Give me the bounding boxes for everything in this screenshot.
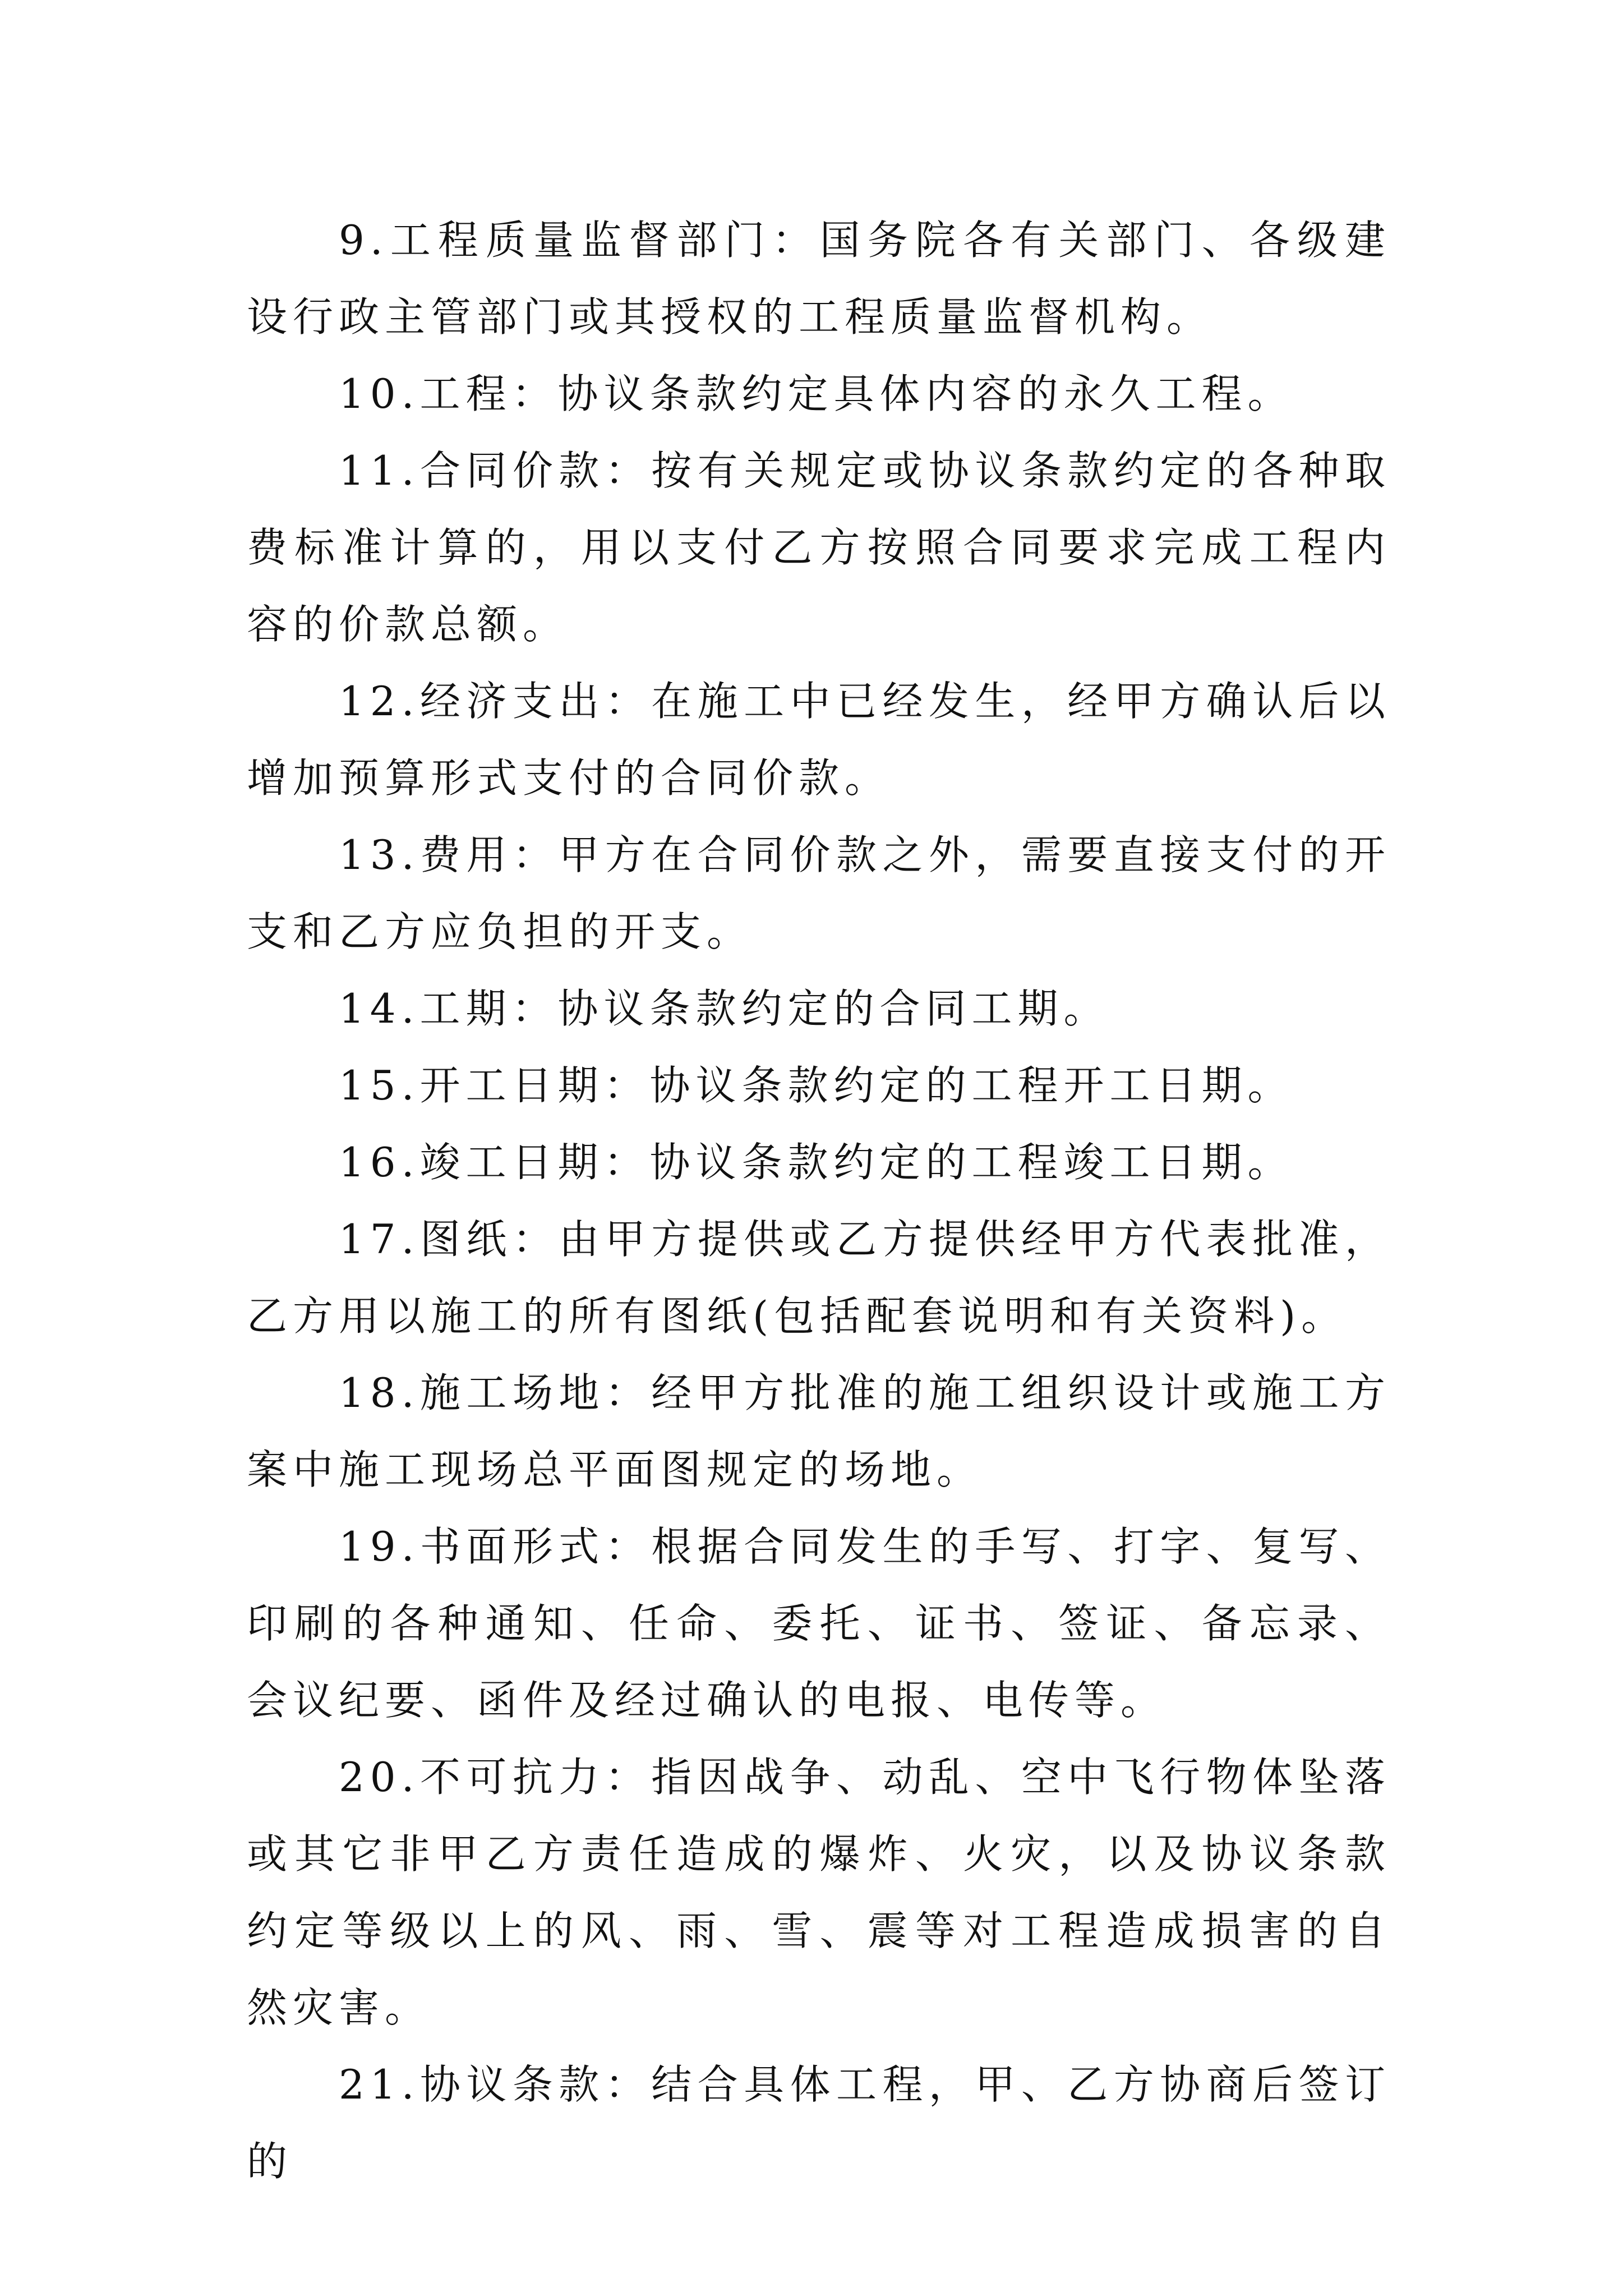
paragraph-12: 12.经济支出：在施工中已经发生，经甲方确认后以增加预算形式支付的合同价款。 [247,678,1391,802]
paragraph-15: 15.开工日期：协议条款约定的工程开工日期。 [339,1062,1294,1109]
paragraph-11: 11.合同价款：按有关规定或协议条款约定的各种取费标准计算的，用以支付乙方按照合同要求完成工程内容的价款总额。 [247,447,1391,648]
paragraph-17: 17.图纸：由甲方提供或乙方提供经甲方代表批准，乙方用以施工的所有图纸(包括配套说明和有关资料)。 [247,1216,1391,1340]
paragraph-14: 14.工期：协议条款约定的合同工期。 [339,985,1110,1032]
paragraph-9: 9.工程质量监督部门：国务院各有关部门、各级建设行政主管部门或其授权的工程质量监督机构。 [247,217,1391,341]
paragraph-20: 20.不可抗力：指因战争、动乱、空中飞行物体坠落或其它非甲乙方责任造成的爆炸、火灾，以及协议条款约定等级以上的风、雨、雪、震等对工程造成损害的自然灾害。 [247,1754,1391,2031]
document-body [247,202,1391,2200]
paragraph-16: 16.竣工日期：协议条款约定的工程竣工日期。 [339,1139,1294,1186]
paragraph-21: 21.协议条款：结合具体工程，甲、乙方协商后签订的 [247,2061,1391,2185]
paragraph-13: 13.费用：甲方在合同价款之外，需要直接支付的开支和乙方应负担的开支。 [247,831,1391,955]
paragraph-19: 19.书面形式：根据合同发生的手写、打字、复写、印刷的各种通知、任命、委托、证书、签证、备忘录、会议纪要、函件及经过确认的电报、电传等。 [247,1523,1391,1724]
paragraph-18: 18.施工场地：经甲方批准的施工组织设计或施工方案中施工现场总平面图规定的场地。 [247,1369,1391,1493]
paragraph-10: 10.工程：协议条款约定具体内容的永久工程。 [339,370,1294,417]
